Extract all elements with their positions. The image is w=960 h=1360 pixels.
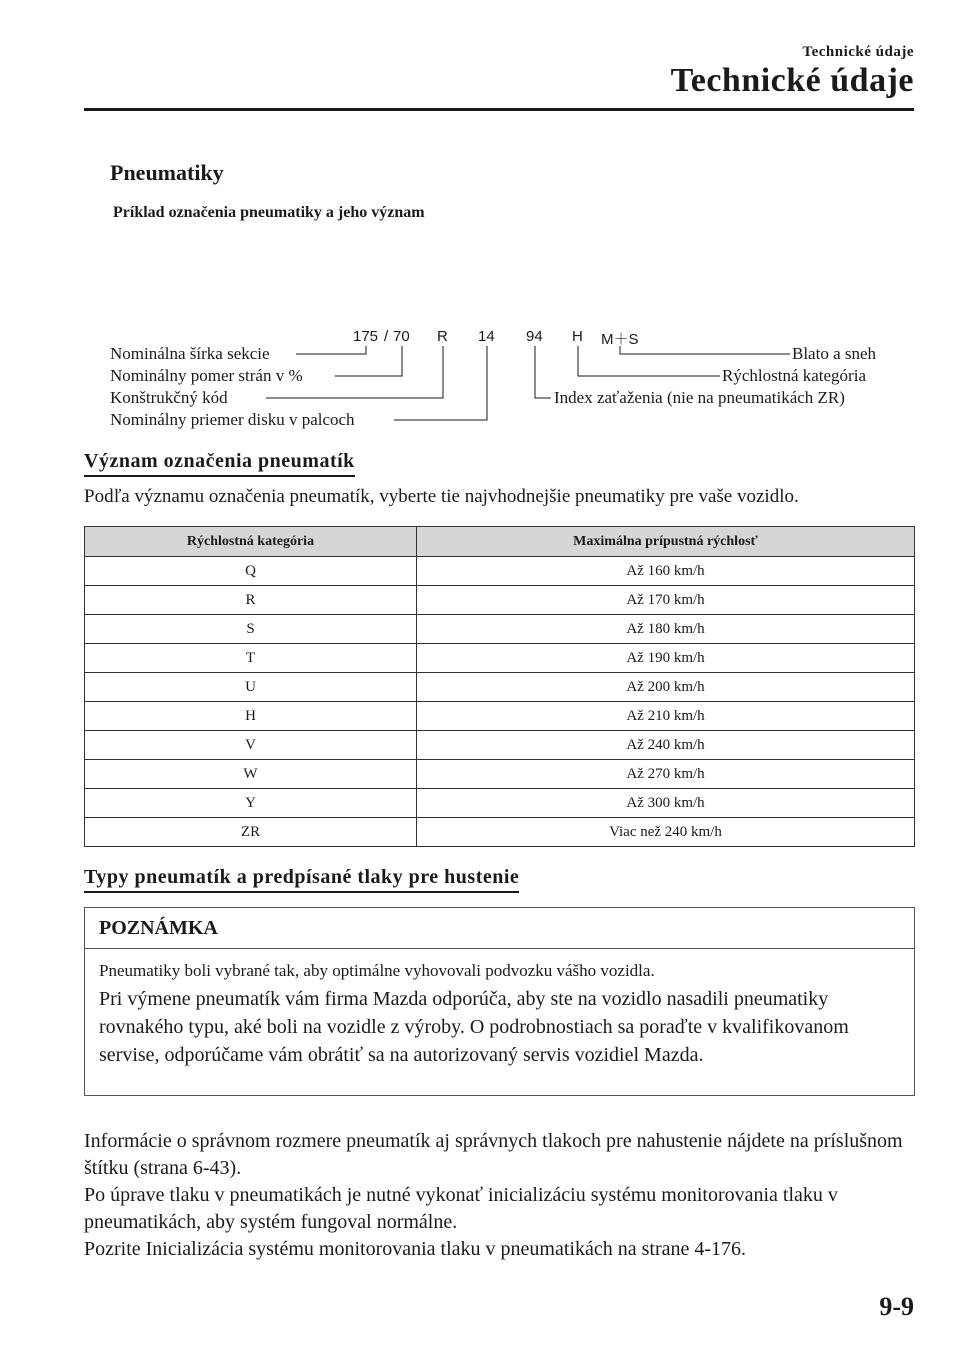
meaning-heading: Význam označenia pneumatík — [84, 450, 355, 477]
table-cell-category: Y — [85, 789, 417, 818]
bottom-text — [84, 1128, 924, 1263]
code-load: 94 — [526, 328, 543, 345]
table-cell-speed: Až 160 km/h — [417, 557, 915, 586]
table-row — [85, 673, 915, 702]
table-cell-category: T — [85, 644, 417, 673]
leader-load — [535, 346, 551, 398]
note-body-text: Pri výmene pneumatík vám firma Mazda odporúča, aby ste na vozidlo nasadili pneumatiky rovnakého typu, aké boli na vozidle z výroby. O podrobnostiach sa poraďte v kvalifikovanom servise, odporúčame vám obrátiť sa na autorizovaný servis vozidiel Mazda. — [99, 988, 849, 1066]
table-cell-category: ZR — [85, 818, 417, 847]
table-row — [85, 818, 915, 847]
table-cell-category: W — [85, 760, 417, 789]
table-row — [85, 644, 915, 673]
table-cell-speed: Až 170 km/h — [417, 586, 915, 615]
label-diameter: Nominálny priemer disku v palcoch — [110, 410, 355, 429]
bottom-paragraph-1: Informácie o správnom rozmere pneumatík aj správnych tlakoch pre nahustenie nájdete na príslušnom štítku (strana 6-43). — [84, 1130, 903, 1179]
table-cell-speed: Až 210 km/h — [417, 702, 915, 731]
code-mud-snow: M＋S — [601, 331, 639, 348]
header-rule — [84, 108, 914, 111]
code-construction: R — [437, 328, 448, 345]
table-row — [85, 586, 915, 615]
table-row — [85, 702, 915, 731]
meaning-intro: Podľa významu označenia pneumatík, vyberte tie najvhodnejšie pneumatiky pre vaše vozidlo. — [84, 486, 799, 507]
bottom-paragraph-3: Pozrite Inicializácia systému monitorovania tlaku v pneumatikách na strane 4-176. — [84, 1238, 747, 1260]
table-cell-speed: Viac než 240 km/h — [417, 818, 915, 847]
label-load: Index zaťaženia (nie na pneumatikách ZR) — [554, 388, 845, 407]
label-speed: Rýchlostná kategória — [722, 366, 866, 385]
section-title: Pneumatiky — [110, 160, 224, 185]
table-header-row — [85, 527, 915, 557]
table-cell-category: Q — [85, 557, 417, 586]
leader-width — [296, 346, 366, 354]
page-number: 9-9 — [879, 1292, 914, 1321]
code-slash: / — [384, 328, 389, 345]
label-width: Nominálna šírka sekcie — [110, 344, 270, 363]
table-row — [85, 789, 915, 818]
leader-mud-snow — [620, 346, 790, 354]
code-aspect: 70 — [393, 328, 410, 345]
leader-speed — [578, 346, 720, 376]
table-row — [85, 760, 915, 789]
column-header-category: Rýchlostná kategória — [85, 527, 417, 557]
types-heading: Typy pneumatík a predpísané tlaky pre hustenie — [84, 866, 519, 893]
speed-category-table — [84, 526, 915, 847]
table-cell-speed: Až 180 km/h — [417, 615, 915, 644]
table-cell-speed: Až 270 km/h — [417, 760, 915, 789]
table-row — [85, 615, 915, 644]
table-cell-category: R — [85, 586, 417, 615]
leader-diameter — [394, 346, 487, 420]
section-subtitle: Príklad označenia pneumatiky a jeho význam — [113, 204, 425, 221]
note-title: POZNÁMKA — [85, 908, 914, 949]
label-mud-snow: Blato a sneh — [792, 344, 877, 363]
label-construction: Konštrukčný kód — [110, 388, 228, 407]
page-title: Technické údaje — [670, 62, 914, 99]
tire-marking-diagram — [0, 320, 960, 430]
table-cell-speed: Až 190 km/h — [417, 644, 915, 673]
table-cell-category: U — [85, 673, 417, 702]
column-header-max-speed: Maximálna prípustná rýchlosť — [417, 527, 915, 557]
code-diameter: 14 — [478, 328, 495, 345]
table-cell-category: H — [85, 702, 417, 731]
table-cell-speed: Až 240 km/h — [417, 731, 915, 760]
table-row — [85, 731, 915, 760]
leader-aspect — [335, 346, 402, 376]
table-cell-speed: Až 200 km/h — [417, 673, 915, 702]
table-row — [85, 557, 915, 586]
running-header-small: Technické údaje — [802, 44, 914, 60]
label-aspect: Nominálny pomer strán v % — [110, 366, 303, 385]
table-cell-category: V — [85, 731, 417, 760]
note-small-text: Pneumatiky boli vybrané tak, aby optimálne vyhovovali podvozku vášho vozidla. — [99, 961, 655, 980]
code-speed: H — [572, 328, 583, 345]
note-box — [84, 907, 915, 1096]
bottom-paragraph-2: Po úprave tlaku v pneumatikách je nutné vykonať inicializáciu systému monitorovania tlaku v pneumatikách, aby systém fungoval normálne. — [84, 1184, 838, 1233]
table-cell-speed: Až 300 km/h — [417, 789, 915, 818]
table-cell-category: S — [85, 615, 417, 644]
code-width: 175 — [353, 328, 379, 345]
